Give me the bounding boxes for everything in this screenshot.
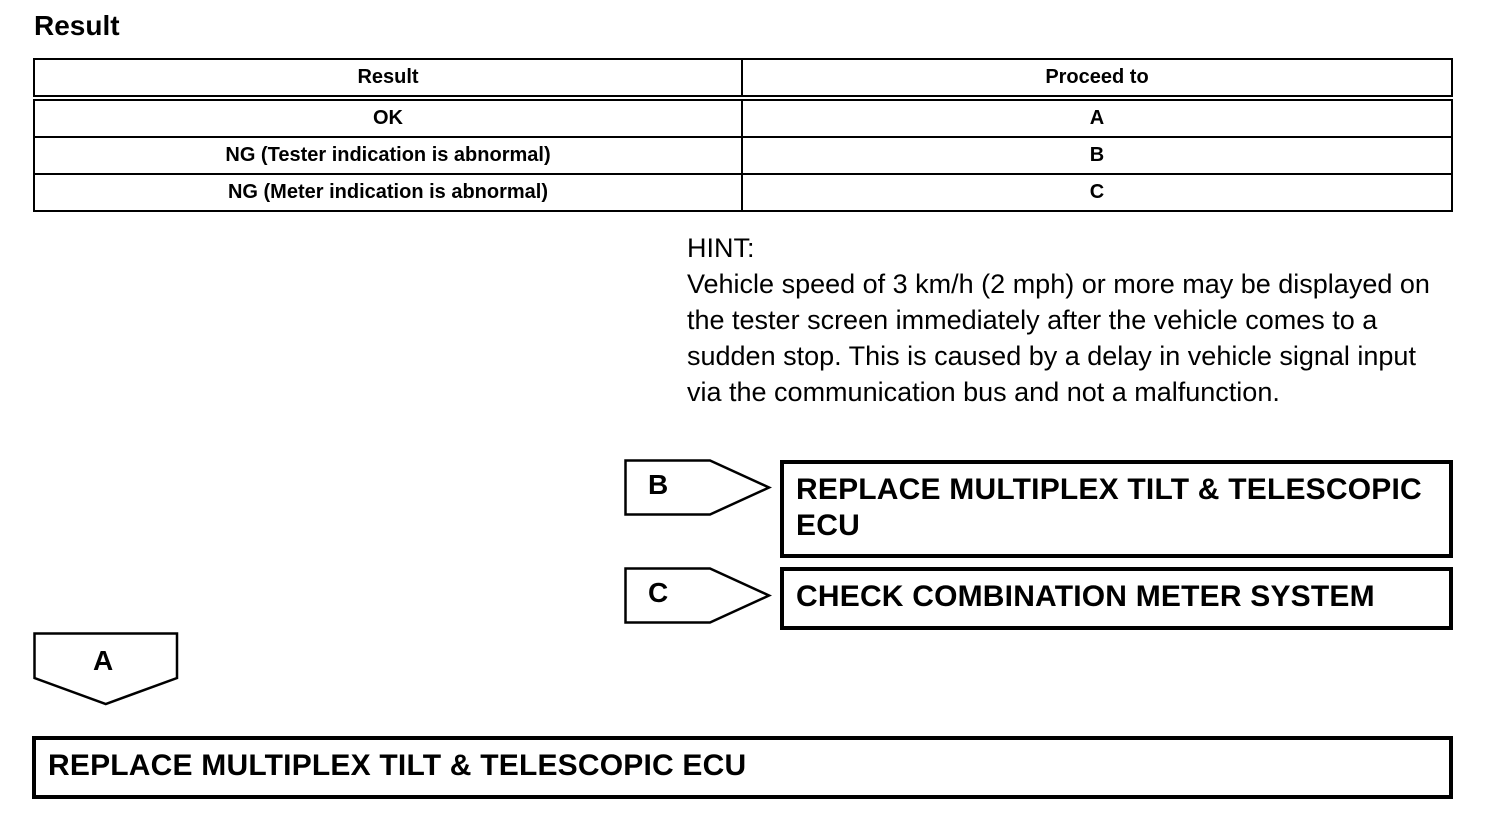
branch-c-action: CHECK COMBINATION METER SYSTEM [796,580,1375,613]
table-cell-result: OK [34,98,742,137]
right-arrow-icon [624,567,774,625]
branch-a-action-box [32,736,1453,799]
table-row [34,174,1452,211]
branch-b-action: REPLACE MULTIPLEX TILT & TELESCOPIC ECU [796,473,1422,542]
table-row [34,137,1452,174]
hint-block [687,230,1467,410]
branch-c-arrow [624,567,774,625]
table-row [34,98,1452,137]
table-cell-proceed: A [742,98,1452,137]
right-arrow-icon [624,459,774,517]
table-cell-result: NG (Meter indication is abnormal) [34,174,742,211]
branch-c-action-box [780,567,1453,630]
branch-b-arrow [624,459,774,517]
branch-b-action-box [780,460,1453,558]
table-cell-proceed: C [742,174,1452,211]
header-proceed-to: Proceed to [742,59,1452,98]
hint-body: Vehicle speed of 3 km/h (2 mph) or more may be displayed on the tester screen immediately after the vehicle comes to a sudden stop. This is caused by a delay in vehicle signal input via the communication bus and not a malfunction. [687,269,1430,407]
branch-c-letter: C [648,577,669,608]
branch-a-letter: A [93,645,114,676]
header-result: Result [34,59,742,98]
hint-title: HINT: [687,233,755,263]
table-header-row [34,59,1452,98]
table-cell-result: NG (Tester indication is abnormal) [34,137,742,174]
result-table [33,58,1453,212]
branch-a-arrow [33,632,179,706]
branch-b-letter: B [648,469,669,500]
section-title: Result [34,10,120,41]
branch-a-action: REPLACE MULTIPLEX TILT & TELESCOPIC ECU [48,749,747,782]
table-cell-proceed: B [742,137,1452,174]
